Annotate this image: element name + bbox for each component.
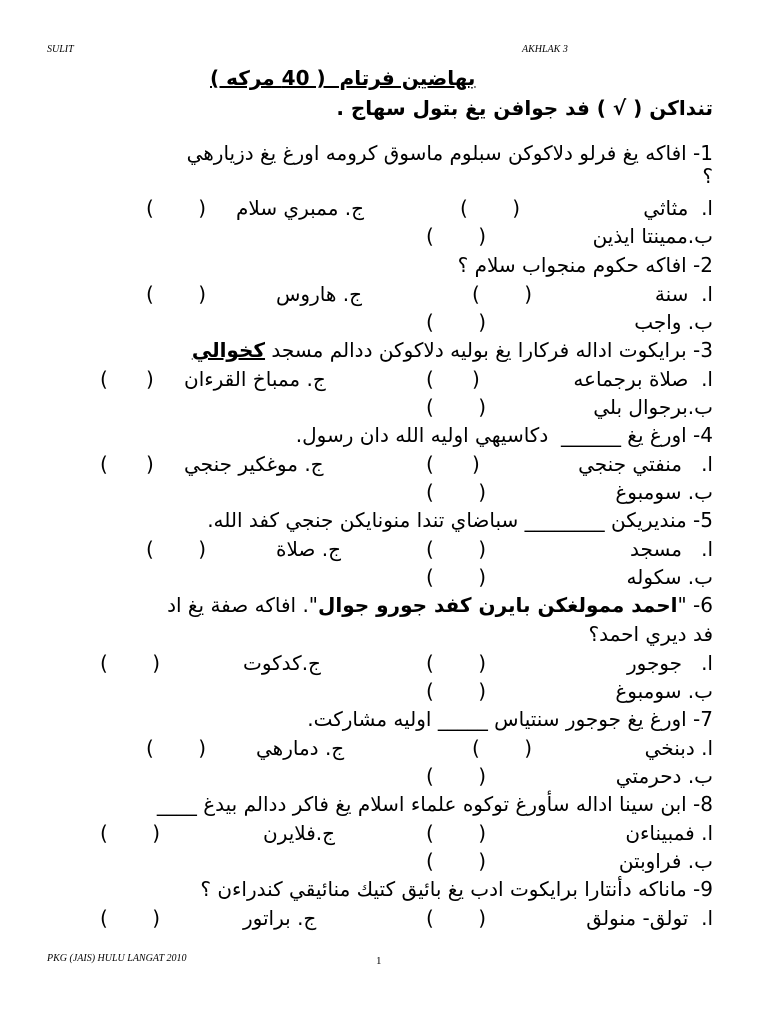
question-5-option-c: ج. صلاة: [276, 537, 342, 561]
question-1-box-a[interactable]: ( ): [460, 196, 521, 220]
question-3-text-main: 3- برايكوت اداله فركارا يغ بوليه دلاكوكن ددالم مسجد: [271, 338, 713, 362]
question-2-box-a[interactable]: ( ): [472, 282, 533, 306]
question-8-box-b[interactable]: ( ): [426, 849, 487, 873]
question-1-option-a: ا. مثاثي: [643, 196, 713, 220]
footer-left: PKG (JAIS) HULU LANGAT 2010: [47, 953, 187, 964]
question-6-box-c[interactable]: ( ): [100, 651, 161, 675]
question-3-option-c: ج. ممباخ القرءان: [184, 367, 326, 391]
question-5-option-b: ب. سكوله: [626, 565, 713, 589]
question-2-text: 2- افاكه حكوم منجواب سلام ؟: [457, 253, 713, 277]
question-3-box-c[interactable]: ( ): [100, 367, 154, 391]
question-6-text: [167, 593, 713, 617]
question-4-option-a: ا. منفتي جنجي: [578, 452, 713, 476]
question-4-box-b[interactable]: ( ): [426, 480, 487, 504]
question-5-box-a[interactable]: ( ): [426, 537, 487, 561]
question-1-text: 1- افاكه يغ فرلو دلاكوكن سبلوم ماسوق كرومه اورغ يغ دزيارهي: [186, 141, 713, 165]
question-3-option-b: ب.برجوال بلي: [593, 395, 713, 419]
question-7-box-c[interactable]: ( ): [146, 736, 207, 760]
question-8-option-a: ا. فمبيناءن: [625, 821, 713, 845]
question-6-prefix: 6- ": [677, 593, 713, 617]
question-1-option-b: ب.ممينتا ايذين: [592, 224, 713, 248]
question-6-question: ". افاكه صفة يغ اد: [167, 593, 318, 617]
question-3-option-a: ا. صلاة برجماعه: [573, 367, 713, 391]
question-2-box-b[interactable]: ( ): [426, 310, 487, 334]
question-4-text: 4- اورغ يغ ______ دكاسيهي اوليه الله دان رسول.: [295, 423, 713, 447]
question-6-option-a: ا. جوجور: [626, 651, 713, 675]
question-5-option-a: ا. مسجد: [630, 537, 713, 561]
question-9-option-a: ا. تولق- منولق: [586, 906, 713, 930]
question-9-option-c: ج. براتور: [243, 906, 317, 930]
question-5-box-c[interactable]: ( ): [146, 537, 207, 561]
question-1-option-c: ج. ممبري سلام: [236, 196, 365, 220]
question-4-box-a[interactable]: ( ): [426, 452, 480, 476]
question-7-box-a[interactable]: ( ): [472, 736, 533, 760]
question-3-emphasis: كخوالي: [191, 338, 266, 362]
question-3-box-a[interactable]: ( ): [426, 367, 480, 391]
question-8-option-c: ج.فلايرن: [263, 821, 336, 845]
question-1-box-c[interactable]: ( ): [146, 196, 207, 220]
page-number: 1: [376, 955, 382, 967]
question-3-text: [192, 338, 713, 362]
question-4-option-c: ج. موغكير جنجي: [184, 452, 324, 476]
question-6-statement: احمد ممولغكن بايرن كفد جورو جوال: [318, 593, 678, 617]
question-7-option-a: ا. دبنخي: [644, 736, 713, 760]
question-7-box-b[interactable]: ( ): [426, 764, 487, 788]
question-2-box-c[interactable]: ( ): [146, 282, 207, 306]
question-7-option-b: ب. دحرمتي: [615, 764, 713, 788]
question-2-option-c: ج. هاروس: [276, 282, 362, 306]
question-8-option-b: ب. فراوبتن: [618, 849, 713, 873]
question-5-box-b[interactable]: ( ): [426, 565, 487, 589]
question-6-option-b: ب. سومبوغ: [615, 679, 713, 703]
question-2-option-b: ب. واجب: [634, 310, 713, 334]
title-marks: بهاضين فرتام ( 40 مركه ): [210, 66, 476, 90]
question-9-text: 9- ماناكه دأنتارا برايكوت ادب يغ بائيق كتيك منائيقي كندراءن ؟: [200, 877, 713, 901]
header-right: AKHLAK 3: [522, 44, 568, 55]
title-instruction: تنداكن ( √ ) فد جوافن يغ بتول سهاج .: [336, 96, 713, 120]
question-6-option-c: ج.كدكوت: [243, 651, 321, 675]
question-4-box-c[interactable]: ( ): [100, 452, 154, 476]
question-7-text: 7- اورغ يغ جوجور سنتياس _____ اوليه مشاركت.: [307, 707, 713, 731]
question-9-box-c[interactable]: ( ): [100, 906, 161, 930]
question-7-option-c: ج. دمارهي: [256, 736, 345, 760]
question-6-text-cont: فد ديري احمد؟: [588, 622, 713, 646]
question-3-box-b[interactable]: ( ): [426, 395, 487, 419]
question-8-box-a[interactable]: ( ): [426, 821, 487, 845]
question-8-text: 8- ابن سينا اداله سأورغ توكوه علماء اسلام يغ فاكر ددالم بيدغ ____: [156, 792, 713, 816]
question-8-box-c[interactable]: ( ): [100, 821, 161, 845]
question-4-option-b: ب. سومبوغ: [615, 480, 713, 504]
question-9-box-a[interactable]: ( ): [426, 906, 487, 930]
question-6-box-b[interactable]: ( ): [426, 679, 487, 703]
question-6-box-a[interactable]: ( ): [426, 651, 487, 675]
header-left: SULIT: [47, 44, 74, 55]
question-1-text-cont: ؟: [702, 164, 713, 188]
question-5-text: 5- منديريكن ________ سباضاي تندا منونايكن جنجي كفد الله.: [207, 508, 713, 532]
question-1-box-b[interactable]: ( ): [426, 224, 487, 248]
question-2-option-a: ا. سنة: [654, 282, 713, 306]
